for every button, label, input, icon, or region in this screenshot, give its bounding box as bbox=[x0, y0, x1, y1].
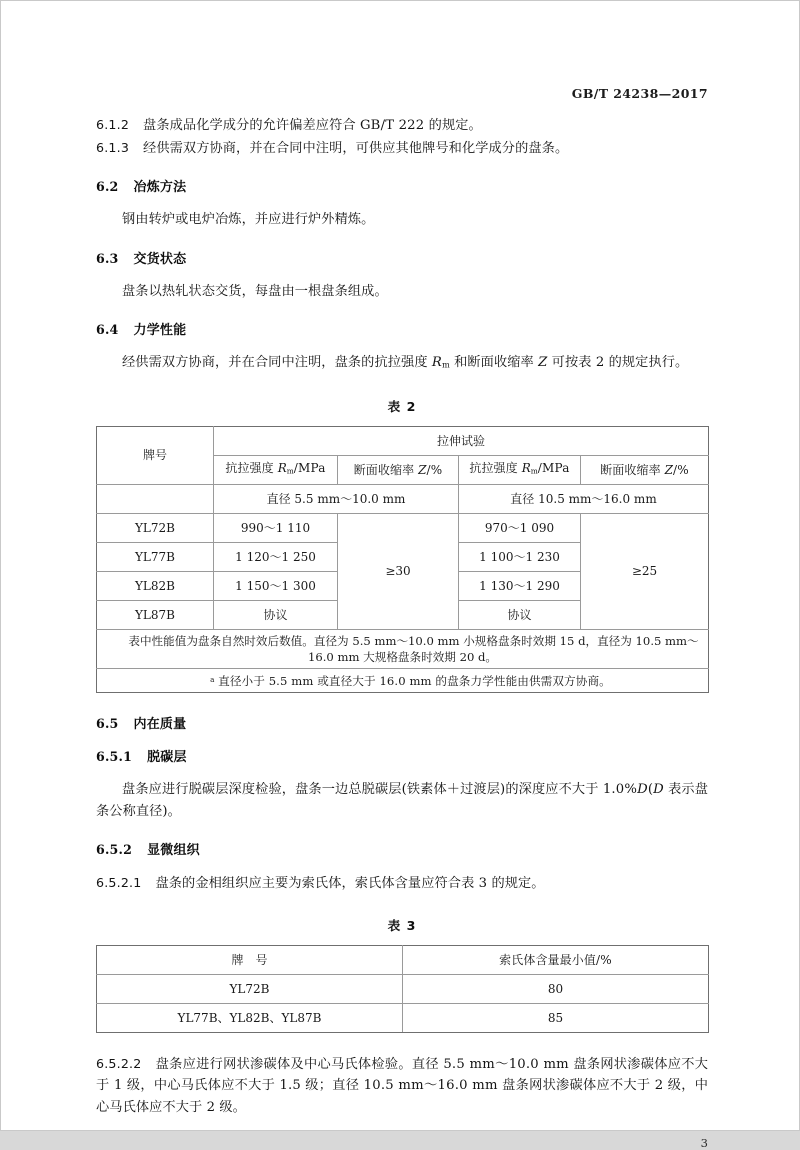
table2-rm-large-2: 1 100～1 230 bbox=[459, 542, 581, 571]
table3-value-1: 80 bbox=[403, 974, 709, 1003]
table3-header-value: 索氏体含量最小值/% bbox=[403, 945, 709, 974]
table2-rm-large-3: 1 130～1 290 bbox=[459, 571, 581, 600]
table3-caption: 表 3 bbox=[387, 917, 417, 933]
section-6-5-1-number: 6.5.1 bbox=[96, 749, 133, 765]
table2-rm-small-3: 1 150～1 300 bbox=[214, 571, 338, 600]
table2-header-col-4: 断面收缩率 Z/% bbox=[581, 455, 709, 484]
section-heading-6-4 bbox=[96, 319, 708, 338]
section-6-4-body-part1: 经供需双方协商，并在合同中注明，盘条的抗拉强度 bbox=[122, 355, 432, 370]
section-6-2-number: 6.2 bbox=[96, 179, 119, 194]
clause-6-1-2 bbox=[96, 114, 708, 137]
section-6-2-body: 钢由转炉或电炉冶炼，并应进行炉外精炼。 bbox=[122, 212, 375, 227]
table2-z-large: ≥25 bbox=[581, 513, 709, 629]
section-6-5-1-value: 1.0% bbox=[602, 782, 638, 798]
table3-header-brand: 牌 号 bbox=[97, 945, 403, 974]
section-6-4-number: 6.4 bbox=[96, 322, 119, 337]
table2-header-col-2: 断面收缩率 Z/% bbox=[338, 455, 459, 484]
section-6-5-1-body-part1: 盘条应进行脱碳层深度检验，盘条一边总脱碳层(铁素体＋过渡层)的深度应不大于 bbox=[122, 782, 603, 798]
section-6-4-title: 力学性能 bbox=[133, 323, 187, 338]
symbol-d-1: D bbox=[637, 782, 648, 798]
table2-brand-1: YL72B bbox=[97, 513, 214, 542]
table2-brand-2: YL77B bbox=[97, 542, 214, 571]
table-2 bbox=[96, 426, 709, 693]
section-6-4-body bbox=[96, 352, 708, 376]
table2-header-row-3 bbox=[97, 484, 709, 513]
table2-header-brand-blank bbox=[97, 484, 214, 513]
table2-rm-small-4: 协议 bbox=[214, 600, 338, 629]
clause-6-5-2-2-number: 6.5.2.2 bbox=[96, 1055, 142, 1071]
section-6-5-number: 6.5 bbox=[96, 716, 119, 732]
table2-header-col-1: 抗拉强度 $R_m$/MPa bbox=[214, 455, 338, 484]
table3-brand-1: YL72B bbox=[97, 974, 403, 1003]
table3-brand-2: YL77B、YL82B、YL87B bbox=[97, 1003, 403, 1032]
table2-caption: 表 2 bbox=[387, 398, 417, 414]
table2-footnote-text: 直径小于 5.5 mm 或直径大于 16.0 mm 的盘条力学性能由供需双方协商。 bbox=[218, 674, 611, 689]
clause-6-5-2-1-text: 盘条的金相组织应主要为索氏体，索氏体含量应符合表 3 的规定。 bbox=[155, 876, 545, 892]
table2-span-large: 直径 10.5 mm～16.0 mm bbox=[459, 484, 709, 513]
symbol-z: Z bbox=[538, 355, 548, 370]
page-content bbox=[96, 1, 708, 1150]
section-heading-6-3 bbox=[96, 248, 708, 267]
clause-6-1-3-number: 6.1.3 bbox=[96, 139, 130, 155]
section-heading-6-5-1 bbox=[96, 746, 708, 765]
section-6-5-1-title: 脱碳层 bbox=[147, 750, 187, 766]
table-row bbox=[97, 974, 709, 1003]
section-6-3-number: 6.3 bbox=[96, 250, 119, 266]
table2-note-row bbox=[97, 629, 709, 668]
table3-value-2: 85 bbox=[403, 1003, 709, 1032]
page-number: 3 bbox=[700, 1136, 708, 1150]
table2-header-row-1 bbox=[97, 426, 709, 455]
table2-rm-small-2: 1 120～1 250 bbox=[214, 542, 338, 571]
section-6-3-title: 交货状态 bbox=[133, 251, 187, 267]
section-6-5-1-body-part3: 表示盘条公称直径)。 bbox=[96, 782, 708, 819]
clause-6-5-2-2-dim2: 10.5 mm～16.0 mm bbox=[363, 1078, 498, 1094]
symbol-d-2: D bbox=[653, 782, 664, 798]
clause-6-1-2-number: 6.1.2 bbox=[96, 117, 130, 132]
running-header-standard-code: GB/T 24238—2017 bbox=[571, 86, 708, 101]
table2-rm-small-1: 990～1 110 bbox=[214, 513, 338, 542]
table-row bbox=[97, 513, 709, 542]
symbol-rm-subscript: m bbox=[441, 359, 450, 370]
clause-6-5-2-2-dim1: 5.5 mm～10.0 mm bbox=[443, 1056, 569, 1072]
clause-6-1-2-text-after: 的规定。 bbox=[424, 118, 482, 133]
table-row bbox=[97, 1003, 709, 1032]
table3-header-row bbox=[97, 945, 709, 974]
clause-6-5-2-2 bbox=[96, 1053, 708, 1119]
symbol-rm: R bbox=[431, 355, 442, 370]
section-heading-6-5 bbox=[96, 713, 708, 732]
section-6-5-2-title: 显微组织 bbox=[147, 843, 200, 859]
clause-6-1-3 bbox=[96, 137, 708, 160]
table2-note: 表中性能值为盘条自然时效后数值。直径为 5.5 mm～10.0 mm 小规格盘条时效期 15 d，直径为 10.5 mm～16.0 mm 大规格盘条时效期 20 d。 bbox=[97, 629, 709, 668]
clause-6-5-2-2-part3: 盘条网状渗碳体应不大于 2 级，中心马氏体应不大于 2 级。 bbox=[96, 1078, 708, 1115]
section-6-5-title: 内在质量 bbox=[133, 717, 187, 733]
table2-footnote bbox=[97, 668, 709, 692]
table2-header-brand: 牌号 bbox=[97, 426, 214, 484]
section-6-4-body-part2: 和断面收缩率 bbox=[449, 355, 539, 370]
section-6-3-body: 盘条以热轧状态交货，每盘由一根盘条组成。 bbox=[122, 283, 388, 299]
table2-brand-3: YL82B bbox=[97, 571, 214, 600]
clause-6-5-2-2-part2: 盘条网状渗碳体应不大于 1 级，中心马氏体应不大于 1.5 级；直径 bbox=[96, 1056, 708, 1094]
section-6-5-1-body-part2: ( bbox=[647, 782, 654, 798]
clause-6-5-2-2-part1: 盘条应进行网状渗碳体及中心马氏体检验。直径 bbox=[155, 1056, 444, 1072]
section-6-2-title: 冶炼方法 bbox=[133, 180, 187, 195]
clause-6-1-2-text-before: 盘条成品化学成分的允许偏差应符合 bbox=[143, 118, 360, 133]
clause-6-5-2-1-number: 6.5.2.1 bbox=[96, 875, 142, 891]
clause-6-5-2-1 bbox=[96, 872, 708, 895]
clause-6-1-2-reference: GB/T 222 bbox=[359, 118, 425, 133]
clause-6-1-3-text: 经供需双方协商，并在合同中注明，可供应其他牌号和化学成分的盘条。 bbox=[143, 140, 569, 156]
table2-footnote-marker: a bbox=[210, 674, 215, 684]
section-heading-6-5-2 bbox=[96, 839, 708, 858]
section-heading-6-2 bbox=[96, 176, 708, 195]
table2-rm-large-4: 协议 bbox=[459, 600, 581, 629]
table2-span-small: 直径 5.5 mm～10.0 mm bbox=[214, 484, 459, 513]
table2-header-group: 拉伸试验 bbox=[214, 426, 709, 455]
table2-footnote-row bbox=[97, 668, 709, 692]
section-6-4-body-part3: 可按表 2 的规定执行。 bbox=[547, 355, 689, 370]
table2-z-small: ≥30 bbox=[338, 513, 459, 629]
table2-brand-4: YL87B bbox=[97, 600, 214, 629]
section-6-5-2-number: 6.5.2 bbox=[96, 842, 133, 858]
table-3 bbox=[96, 945, 709, 1033]
table2-header-col-3: 抗拉强度 $R_m$/MPa bbox=[459, 455, 581, 484]
table2-rm-large-1: 970～1 090 bbox=[459, 513, 581, 542]
section-6-5-1-body bbox=[96, 779, 708, 822]
